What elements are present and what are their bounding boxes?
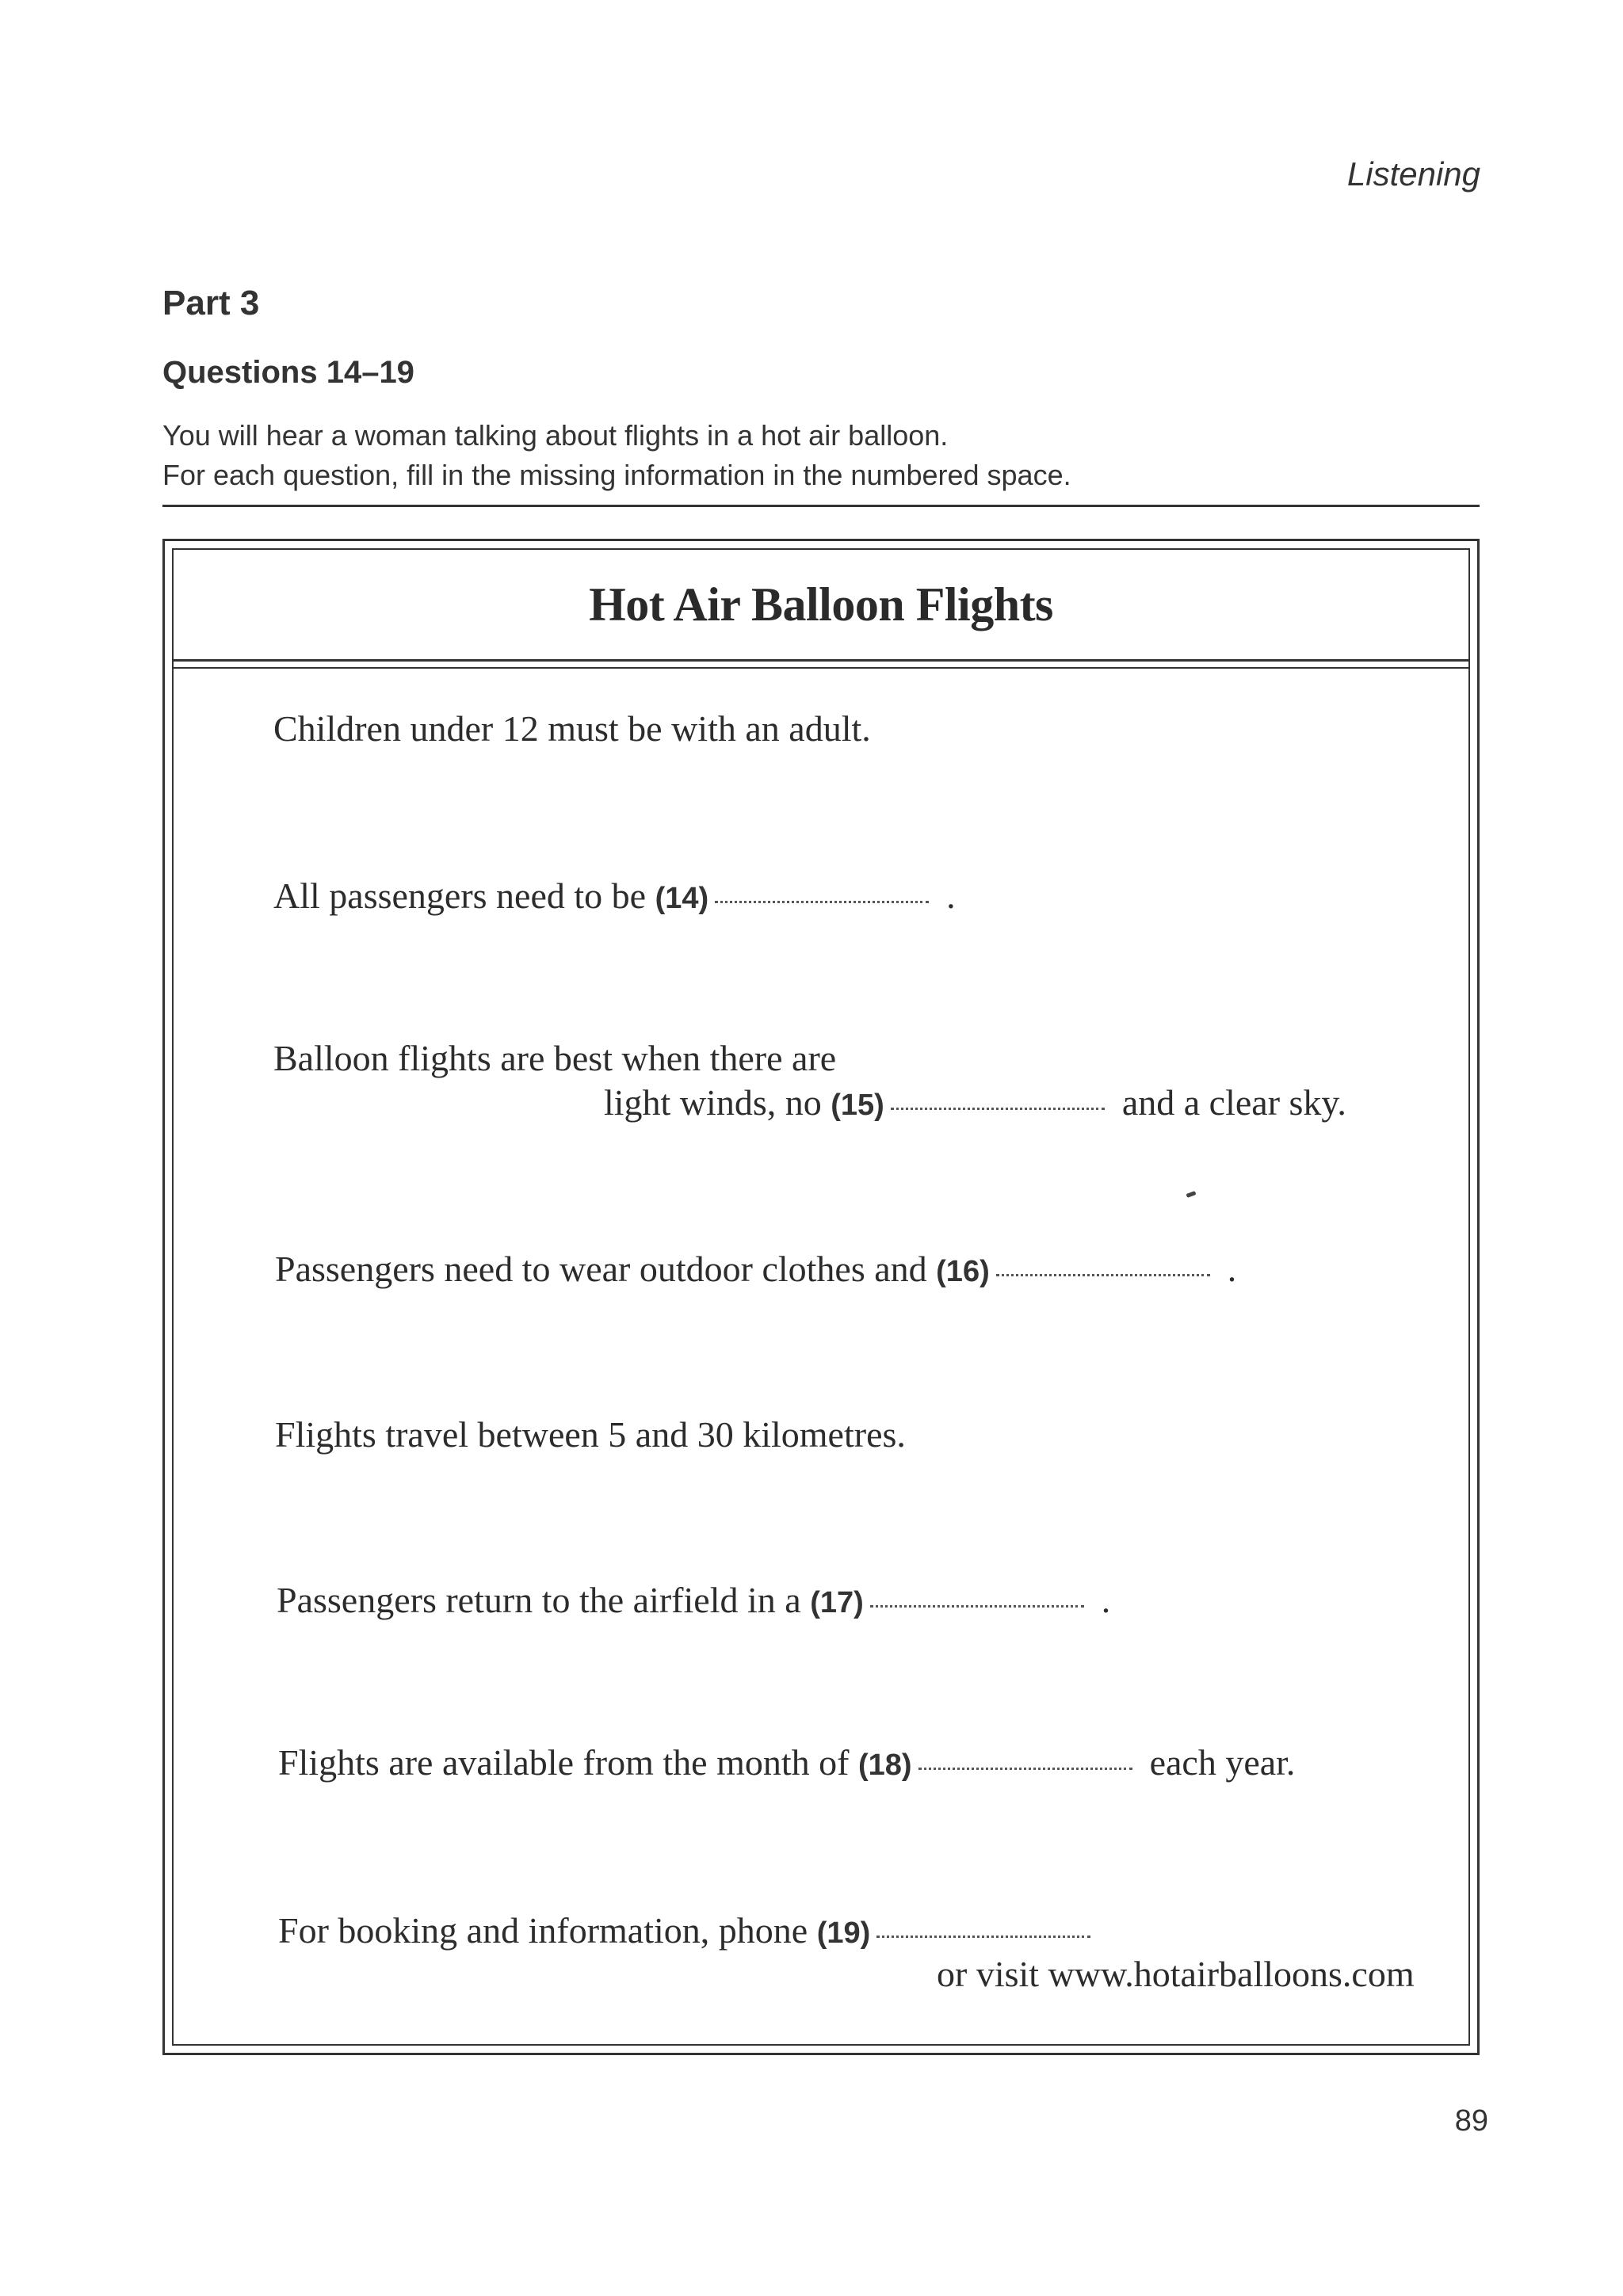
form-item-q19 <box>278 1909 1098 1955</box>
form-item-q15-line1 <box>273 1036 836 1081</box>
form-box <box>162 539 1480 2055</box>
instructions <box>162 416 1071 495</box>
divider <box>162 505 1480 507</box>
form-header <box>174 550 1468 662</box>
question-number: (15) <box>831 1089 884 1122</box>
answer-blank-q16[interactable] <box>996 1274 1210 1276</box>
form-item-punctuation: . <box>1101 1580 1111 1620</box>
form-item <box>275 1413 906 1457</box>
form-item-text-after: each year. <box>1149 1742 1296 1783</box>
question-number: (16) <box>936 1255 990 1288</box>
form-item-text: or visit www.hotairballoons.com <box>937 1954 1415 1994</box>
form-item-q15 <box>604 1081 1346 1127</box>
form-item-punctuation: . <box>1227 1249 1237 1289</box>
form-item <box>273 707 871 751</box>
instruction-line: For each question, fill in the missing information in the numbered space. <box>162 459 1071 491</box>
instruction-line: You will hear a woman talking about flights in a hot air balloon. <box>162 419 949 452</box>
question-number: (14) <box>655 882 709 915</box>
form-item-q18 <box>278 1741 1295 1787</box>
part-title: Part 3 <box>162 284 260 322</box>
form-item-text: Balloon flights are best when there are <box>273 1038 837 1078</box>
questions-range: Questions 14–19 <box>162 355 414 390</box>
answer-blank-q17[interactable] <box>870 1605 1084 1608</box>
form-item-q14 <box>273 874 956 921</box>
form-item-text: light winds, no <box>604 1082 822 1123</box>
form-header-divider <box>174 667 1468 669</box>
form-item-text: Passengers return to the airfield in a <box>277 1580 801 1620</box>
form-item-q16 <box>275 1247 1236 1294</box>
form-title: Hot Air Balloon Flights <box>589 578 1053 631</box>
answer-blank-q19[interactable] <box>876 1936 1090 1938</box>
answer-blank-q15[interactable] <box>891 1108 1105 1110</box>
page-number: 89 <box>1454 2104 1488 2138</box>
answer-blank-q14[interactable] <box>715 901 929 903</box>
form-item-text: Flights are available from the month of <box>278 1742 850 1783</box>
form-item-text: Children under 12 must be with an adult. <box>273 708 871 749</box>
form-item-text: Passengers need to wear outdoor clothes and <box>275 1249 927 1289</box>
form-box-inner-border <box>172 548 1470 2046</box>
form-item-q19-line2 <box>937 1952 1415 1997</box>
form-item-q17 <box>277 1578 1110 1625</box>
form-item-text: Flights travel between 5 and 30 kilometres. <box>275 1414 906 1455</box>
form-item-punctuation: . <box>946 875 956 916</box>
section-tag: Listening <box>1346 155 1480 193</box>
form-item-text-after: and a clear sky. <box>1121 1082 1346 1123</box>
question-number: (19) <box>816 1917 871 1950</box>
form-item-text: For booking and information, phone <box>278 1910 808 1951</box>
question-number: (17) <box>810 1586 864 1619</box>
form-item-text: All passengers need to be <box>273 875 647 916</box>
question-number: (18) <box>857 1749 912 1782</box>
answer-blank-q18[interactable] <box>918 1768 1132 1770</box>
